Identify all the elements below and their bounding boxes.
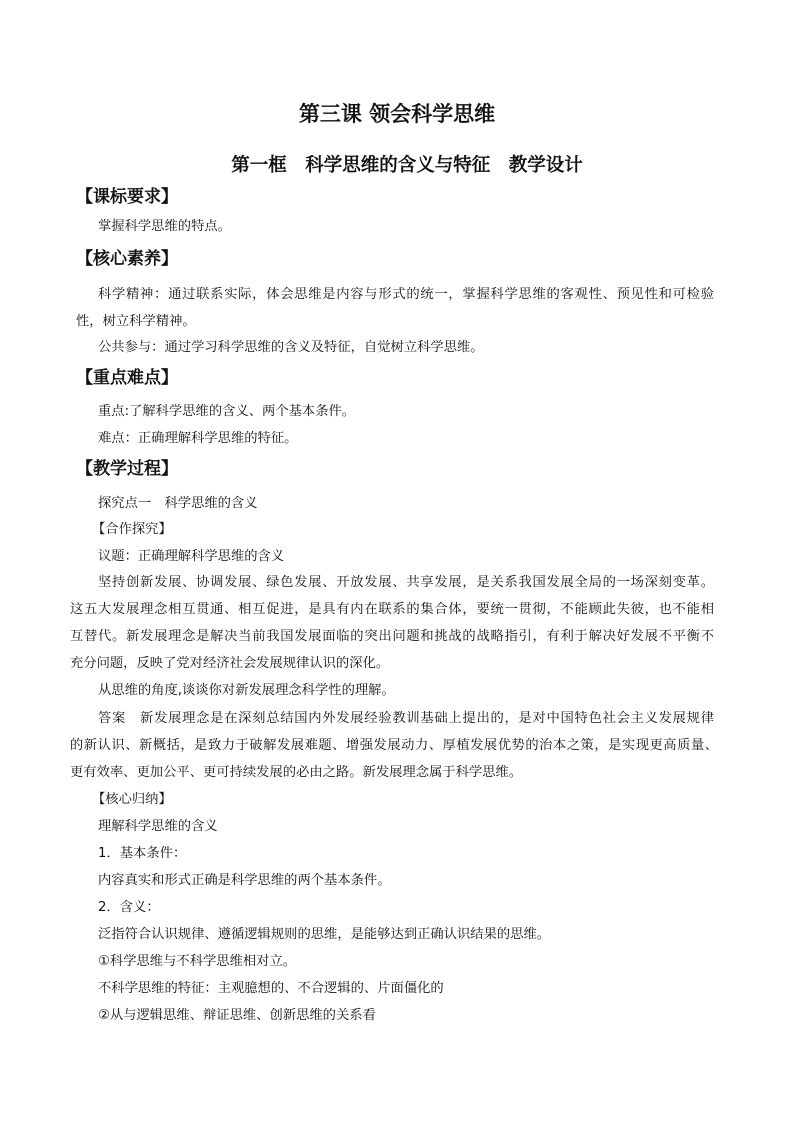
- text-line: 坚持创新发展、协调发展、绿色发展、开放发展、共享发展，是关系我国发展全局的一场深刻变革。: [98, 575, 714, 590]
- page-subtitle: 第一框 科学思维的含义与特征 教学设计: [231, 155, 583, 176]
- text-line: 探究点一 科学思维的含义: [98, 496, 258, 511]
- text-line: 议题：正确理解科学思维的含义: [98, 549, 285, 564]
- text-line: 充分问题，反映了党对经济社会发展规律认识的深化。: [70, 656, 390, 671]
- text-line: 互替代。新发展理念是解决当前我国发展面临的突出问题和挑战的战略指引，有利于解决好发展不平衡不: [70, 629, 714, 644]
- section-heading-teaching-process: 【教学过程】: [76, 459, 178, 479]
- text-line: 更有效率、更加公平、更可持续发展的必由之路。新发展理念属于科学思维。: [70, 765, 523, 780]
- text-line: 【合作探究】: [92, 522, 172, 537]
- section-heading-curriculum: 【课标要求】: [76, 187, 178, 207]
- text-line: 重点:了解科学思维的含义、两个基本条件。: [98, 404, 356, 419]
- section-heading-key-points: 【重点难点】: [76, 368, 178, 388]
- text-line: 1．基本条件：: [98, 846, 187, 861]
- text-line: 泛指符合认识规律、遵循逻辑规则的思维，是能够达到正确认识结果的思维。: [98, 927, 551, 942]
- text-line: 难点：正确理解科学思维的特征。: [98, 431, 298, 446]
- text-line: 公共参与：通过学习科学思维的含义及特征，自觉树立科学思维。: [98, 340, 484, 355]
- text-line: 这五大发展理念相互贯通、相互促进，是具有内在联系的集合体，要统一贯彻，不能顾此失彼，也不能相: [70, 602, 714, 617]
- text-line: 从思维的角度,谈谈你对新发展理念科学性的理解。: [98, 683, 395, 698]
- text-line: 不科学思维的特征：主观臆想的、不合逻辑的、片面僵化的: [98, 981, 444, 996]
- text-line: 内容真实和形式正确是科学思维的两个基本条件。: [98, 873, 391, 888]
- text-line: 答案 新发展理念是在深刻总结国内外发展经验教训基础上提出的，是对中国特色社会主义发展规律: [98, 711, 714, 726]
- text-line: 掌握科学思维的特点。: [98, 219, 231, 234]
- page-title: 第三课 领会科学思维: [298, 102, 496, 126]
- text-line: 【核心归纳】: [92, 792, 172, 807]
- text-line: 科学精神：通过联系实际，体会思维是内容与形式的统一，掌握科学思维的客观性、预见性和可检验: [98, 287, 714, 302]
- text-line: 理解科学思维的含义: [98, 819, 218, 834]
- section-heading-core-literacy: 【核心素养】: [76, 249, 178, 269]
- text-line: ①科学思维与不科学思维相对立。: [98, 954, 297, 969]
- text-line: 2．含义：: [98, 900, 160, 915]
- text-line: ②从与逻辑思维、辩证思维、创新思维的关系看: [98, 1008, 376, 1023]
- text-line: 性，树立科学精神。: [76, 314, 196, 329]
- text-line: 的新认识、新概括，是致力于破解发展难题、增强发展动力、厚植发展优势的治本之策，是实现更高质量、: [70, 738, 718, 753]
